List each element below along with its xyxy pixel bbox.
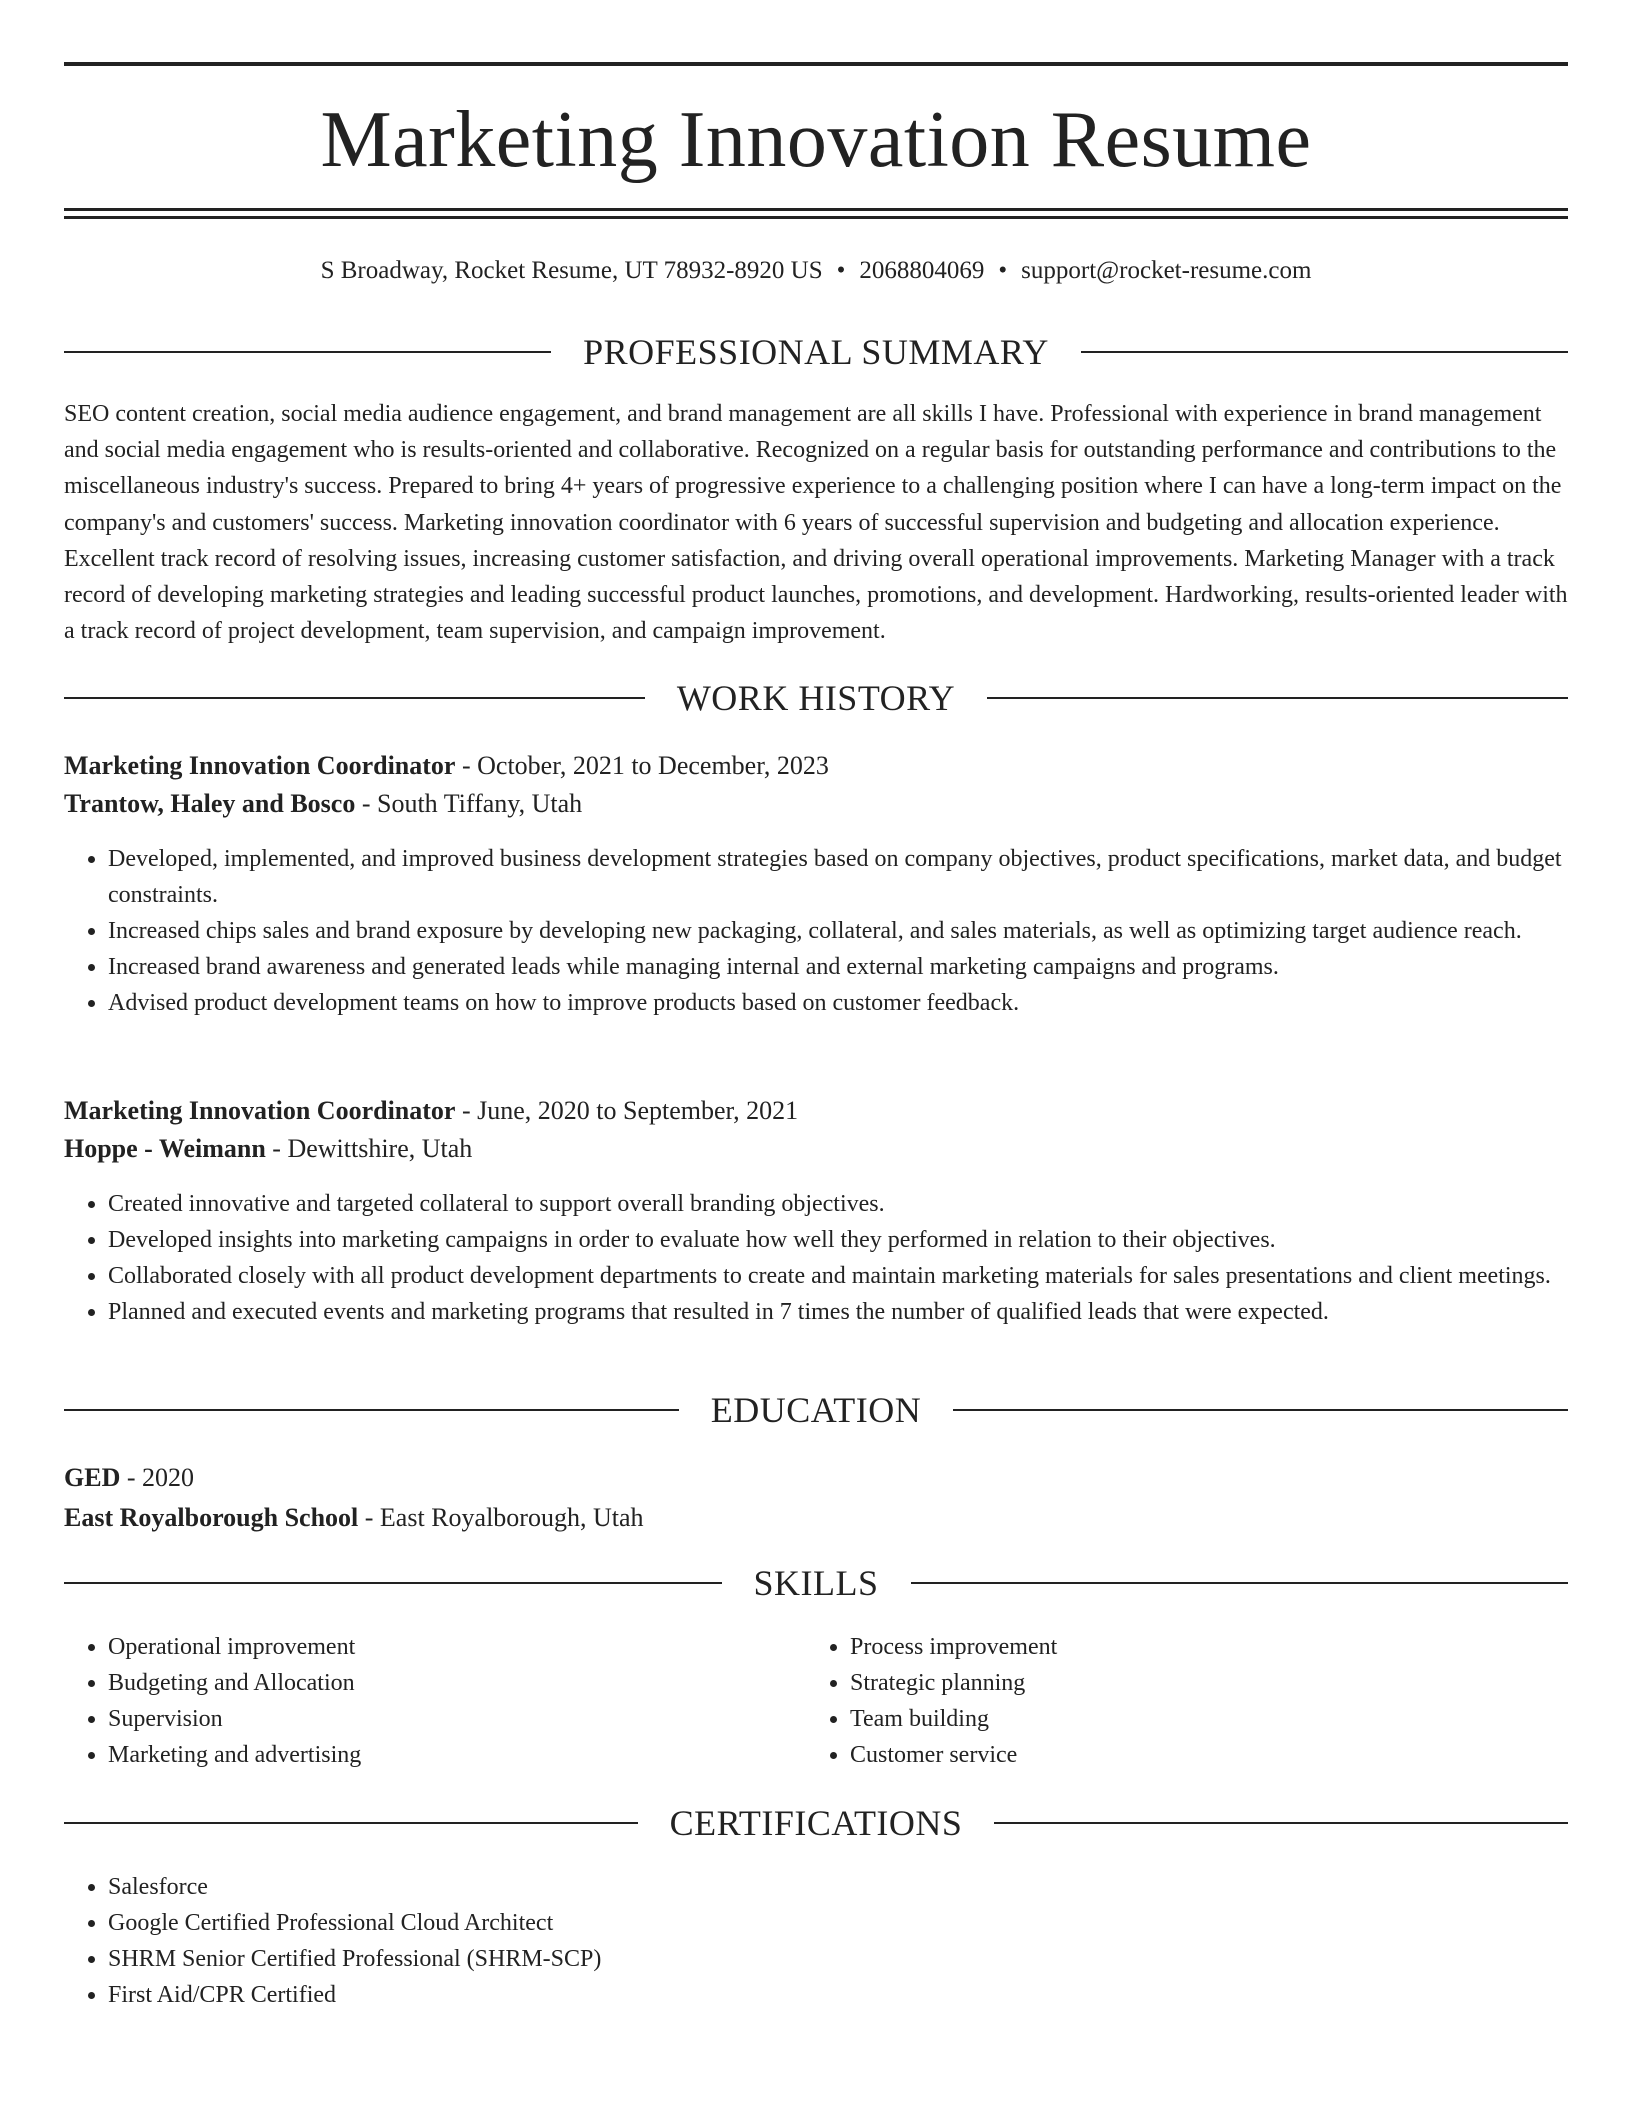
heading-rule [1081, 351, 1568, 353]
heading-rule [64, 1822, 638, 1824]
list-item: • Strategic planning [850, 1665, 1550, 1701]
education-location: - East Royalborough, Utah [358, 1503, 644, 1532]
job-bullets [64, 841, 1568, 1021]
list-item: • Increased brand awareness and generated leads while managing internal and external marketing campaigns and programs. [108, 949, 1568, 985]
job-company: Hoppe - Weimann [64, 1134, 266, 1163]
contact-email: support@rocket-resume.com [1021, 257, 1312, 284]
list-item: • Team building [850, 1701, 1550, 1737]
skills-list-left [64, 1629, 808, 1773]
list-item: • Budgeting and Allocation [108, 1665, 808, 1701]
heading-rule [953, 1409, 1568, 1411]
contact-line [64, 254, 1568, 288]
heading-rule [64, 1582, 722, 1584]
section-heading-certifications [64, 1801, 1568, 1845]
list-item: • Process improvement [850, 1629, 1550, 1665]
section-heading-label: EDUCATION [710, 1390, 922, 1430]
job-dates: - June, 2020 to September, 2021 [455, 1096, 799, 1125]
list-item: • Collaborated closely with all product development departments to create and maintain marketing materials for sales presentations and client meetings. [108, 1258, 1568, 1294]
job-title: Marketing Innovation Coordinator [64, 1096, 456, 1125]
list-item: • Created innovative and targeted collateral to support overall branding objectives. [108, 1186, 1568, 1222]
heading-rule [64, 351, 551, 353]
list-item: • Google Certified Professional Cloud Architect [108, 1905, 1568, 1941]
job-dates: - October, 2021 to December, 2023 [455, 751, 829, 780]
job-location: - South Tiffany, Utah [355, 789, 583, 818]
heading-rule [64, 1409, 679, 1411]
skills-list-right [806, 1629, 1550, 1773]
section-heading-work-history [64, 676, 1568, 720]
education-school: East Royalborough School [64, 1503, 359, 1532]
list-item: • Operational improvement [108, 1629, 808, 1665]
list-item: • Increased chips sales and brand exposure by developing new packaging, collateral, and sales materials, as well as optimizing target audience reach. [108, 913, 1568, 949]
job-company-line [64, 786, 1568, 822]
list-item: • Developed, implemented, and improved business development strategies based on company objectives, product specifications, market data, and budget constraints. [108, 841, 1568, 913]
section-heading-label: SKILLS [753, 1563, 879, 1603]
job-title: Marketing Innovation Coordinator [64, 751, 456, 780]
heading-rule [64, 697, 645, 699]
list-item: • Planned and executed events and marketing programs that resulted in 7 times the number of qualified leads that were expected. [108, 1294, 1568, 1330]
contact-separator: • [998, 257, 1008, 284]
section-heading-skills [64, 1561, 1568, 1605]
job-company: Trantow, Haley and Bosco [64, 789, 356, 818]
title-double-rule [64, 208, 1568, 219]
list-item: • SHRM Senior Certified Professional (SHRM-SCP) [108, 1941, 1568, 1977]
summary-text: SEO content creation, social media audience engagement, and brand management are all skills I have. Professional with experience in brand management and social media engagement who is results-oriented and collaborative. Recognized on a regular basis for outstanding performance and contributions to the miscellaneous industry's success. Prepared to bring 4+ years of progressive experience to a challenging position where I can have a long-term impact on the company's and customers' success. Marketing innovation coordinator with 6 years of successful supervision and budgeting and allocation experience. Excellent track record of resolving issues, increasing customer satisfaction, and driving overall operational improvements. Marketing Manager with a track record of developing marketing strategies and leading successful product launches, promotions, and development. Hardworking, results-oriented leader with a track record of project development, team supervision, and campaign improvement. [64, 401, 1568, 645]
list-item: • Salesforce [108, 1869, 1568, 1905]
list-item: • Developed insights into marketing campaigns in order to evaluate how well they performed in relation to their objectives. [108, 1222, 1568, 1258]
job-company-line [64, 1131, 1568, 1167]
education-degree-line [64, 1460, 1568, 1496]
contact-address: S Broadway, Rocket Resume, UT 78932-8920 US [320, 257, 823, 284]
job-location: - Dewittshire, Utah [265, 1134, 473, 1163]
list-item: • First Aid/CPR Certified [108, 1977, 1568, 2013]
section-heading-label: PROFESSIONAL SUMMARY [583, 332, 1049, 372]
certifications-list [64, 1869, 1568, 2013]
top-rule [64, 62, 1568, 66]
contact-phone: 2068804069 [859, 257, 985, 284]
contact-separator: • [836, 257, 846, 284]
list-item: • Customer service [850, 1737, 1550, 1773]
job-title-line [64, 1093, 1568, 1129]
page-title: Marketing Innovation Resume [320, 96, 1312, 184]
list-item: • Marketing and advertising [108, 1737, 808, 1773]
heading-rule [987, 697, 1568, 699]
education-school-line [64, 1500, 1568, 1536]
section-heading-summary [64, 330, 1568, 374]
heading-rule [994, 1822, 1568, 1824]
section-heading-label: CERTIFICATIONS [669, 1803, 963, 1843]
education-degree: GED [64, 1463, 121, 1492]
list-item: • Supervision [108, 1701, 808, 1737]
section-heading-label: WORK HISTORY [676, 678, 956, 718]
job-title-line [64, 748, 1568, 784]
job-bullets [64, 1186, 1568, 1330]
education-year: - 2020 [120, 1463, 195, 1492]
list-item: • Advised product development teams on how to improve products based on customer feedback. [108, 985, 1568, 1021]
heading-rule [911, 1582, 1569, 1584]
section-heading-education [64, 1388, 1568, 1432]
